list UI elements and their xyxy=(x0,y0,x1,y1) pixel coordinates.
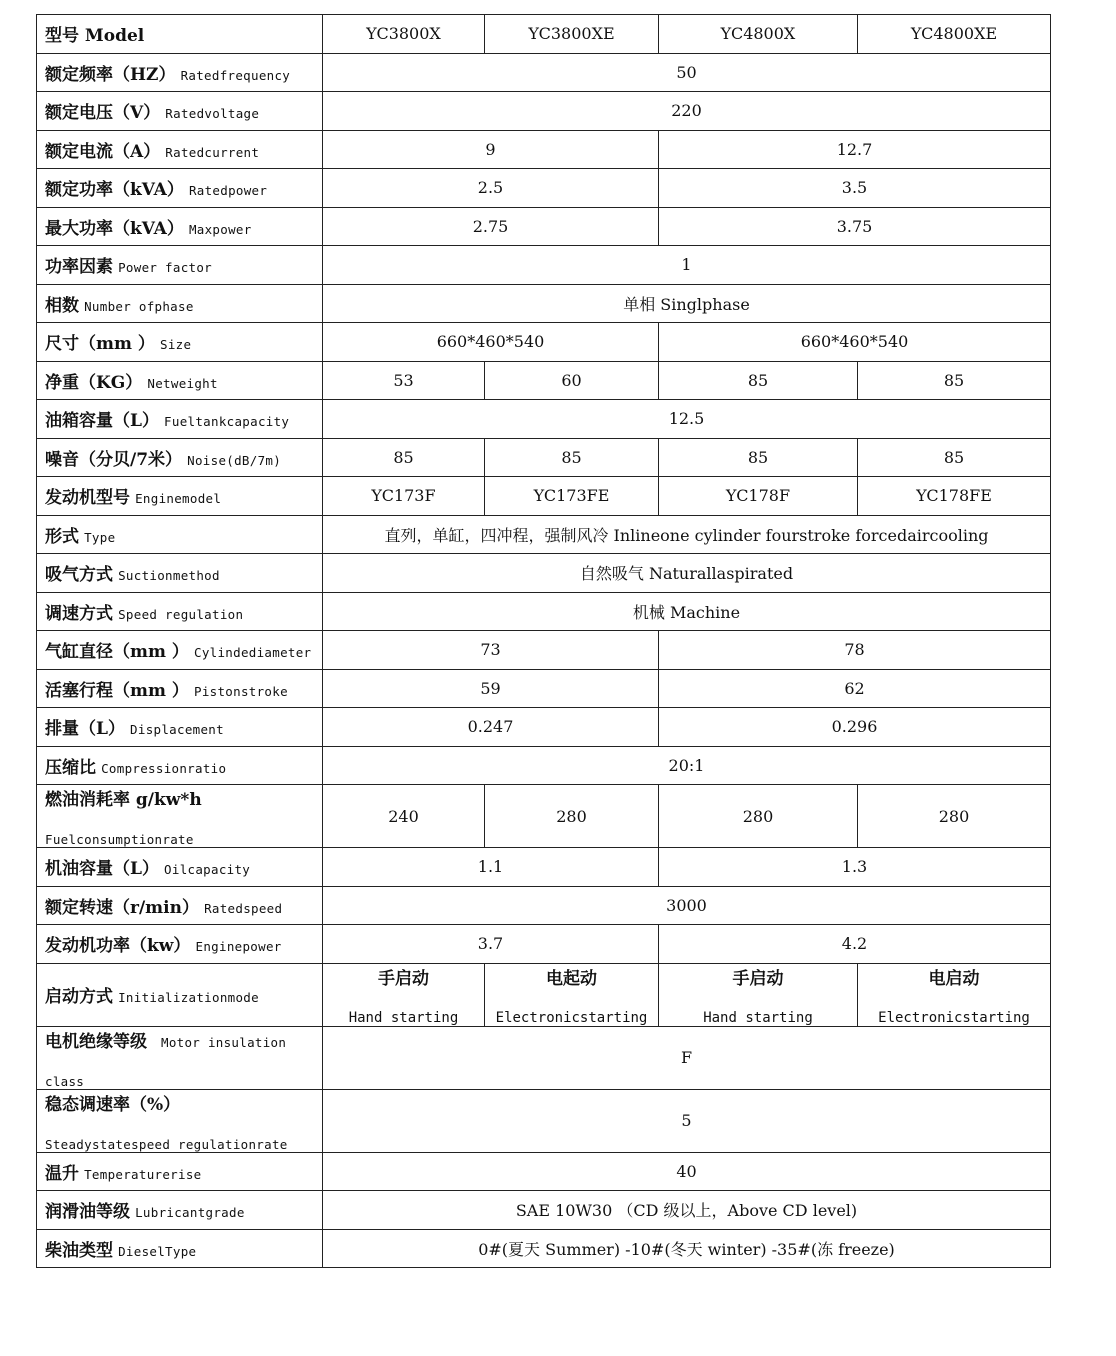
model-name: YC3800X xyxy=(323,15,485,54)
label-zh: 净重（KG） xyxy=(45,372,143,393)
value-cell: 1.1 xyxy=(323,848,659,887)
label-zh: 额定电压（V） xyxy=(45,103,161,124)
table-row xyxy=(37,1191,1051,1230)
label-en: Enginemodel xyxy=(135,491,222,507)
value-cell: 220 xyxy=(323,92,1051,131)
row-label xyxy=(37,438,323,477)
value-cell: 0.247 xyxy=(323,708,659,747)
start-mode-stack xyxy=(866,964,1042,1026)
table-row xyxy=(37,515,1051,554)
label-zh: 启动方式 xyxy=(45,987,113,1007)
row-label xyxy=(37,169,323,208)
row-label xyxy=(37,592,323,631)
label-zh: 噪音（分贝/7米） xyxy=(45,449,183,470)
label-zh: 气缸直径（mm ） xyxy=(45,642,189,663)
value-cell: 62 xyxy=(659,669,1051,708)
table-row xyxy=(37,746,1051,785)
label-en: Steadystatespeed regulationrate xyxy=(45,1136,288,1152)
row-label xyxy=(37,1191,323,1230)
value-cell: 85 xyxy=(485,438,659,477)
table-row xyxy=(37,848,1051,887)
value-cell: SAE 10W30 （CD 级以上，Above CD level) xyxy=(323,1191,1051,1230)
label-zh: 额定功率（kVA） xyxy=(45,180,184,201)
label-zh: 压缩比 xyxy=(45,757,96,778)
value-cell: 0#(夏天 Summer) -10#(冬天 winter) -35#(冻 freeze) xyxy=(323,1229,1051,1268)
label-en: Netweight xyxy=(147,375,218,391)
label-en: Ratedpower xyxy=(188,183,268,199)
table-row xyxy=(37,708,1051,747)
value-cell: YC173FE xyxy=(485,477,659,516)
table-row xyxy=(37,925,1051,964)
label-en: Speed regulation xyxy=(118,606,244,622)
row-label xyxy=(37,53,323,92)
label-en: Type xyxy=(84,529,116,545)
value-cell: 4.2 xyxy=(659,925,1051,964)
value-cell: 0.296 xyxy=(659,708,1051,747)
start-mode-zh: 电启动 xyxy=(928,968,980,989)
value-cell: 机械 Machine xyxy=(323,592,1051,631)
value-cell: 3.7 xyxy=(323,925,659,964)
label-en: DieselType xyxy=(118,1243,197,1259)
label-zh: 额定转速（r/min） xyxy=(45,897,199,918)
row-label xyxy=(37,631,323,670)
value-cell: 85 xyxy=(659,361,858,400)
value-cell: 12.7 xyxy=(659,130,1051,169)
label-en: Power factor xyxy=(118,260,213,276)
table-row xyxy=(37,477,1051,516)
value-cell: F xyxy=(323,1026,1051,1089)
model-name: YC4800X xyxy=(659,15,858,54)
label-en: Ratedcurrent xyxy=(165,144,260,160)
start-mode-stack xyxy=(667,964,849,1026)
value-cell: 3.5 xyxy=(659,169,1051,208)
value-cell: 2.5 xyxy=(323,169,659,208)
label-en: Fuelconsumptionrate xyxy=(45,832,194,847)
row-label xyxy=(37,515,323,554)
value-cell: 85 xyxy=(858,361,1051,400)
label-en: Number ofphase xyxy=(84,298,194,314)
value-cell: 85 xyxy=(858,438,1051,477)
row-label xyxy=(37,1229,323,1268)
label-zh: 润滑油等级 xyxy=(45,1202,130,1223)
table-row xyxy=(37,246,1051,285)
value-cell: 12.5 xyxy=(323,400,1051,439)
value-cell: 3.75 xyxy=(659,207,1051,246)
value-cell: 280 xyxy=(485,785,659,848)
label-zh: 尺寸（mm ） xyxy=(45,334,155,355)
value-cell: YC178F xyxy=(659,477,858,516)
table-row xyxy=(37,284,1051,323)
label-zh: 温升 xyxy=(45,1163,79,1184)
label-stack xyxy=(45,1027,314,1089)
table-row xyxy=(37,631,1051,670)
value-cell: 280 xyxy=(659,785,858,848)
label-en: Ratedvoltage xyxy=(165,106,260,122)
table-row xyxy=(37,53,1051,92)
start-mode-cell xyxy=(659,963,858,1026)
table-row xyxy=(37,169,1051,208)
start-mode-cell xyxy=(323,963,485,1026)
label-zh: 燃油消耗率 g/kw*h xyxy=(45,790,202,810)
row-label xyxy=(37,246,323,285)
label-en: Suctionmethod xyxy=(118,568,220,584)
model-name: YC3800XE xyxy=(485,15,659,54)
table-row xyxy=(37,1152,1051,1191)
row-label xyxy=(37,669,323,708)
label-zh: 活塞行程（mm ） xyxy=(45,680,189,701)
table-row xyxy=(37,592,1051,631)
value-cell: 3000 xyxy=(323,886,1051,925)
value-cell: 1 xyxy=(323,246,1051,285)
table-row xyxy=(37,1026,1051,1089)
label-zh: 形式 xyxy=(45,526,79,547)
label-zh: 调速方式 xyxy=(45,603,113,624)
label-en: Oilcapacity xyxy=(164,862,251,878)
row-label xyxy=(37,746,323,785)
label-line xyxy=(45,1027,314,1052)
label-en: Maxpower xyxy=(188,221,252,237)
row-label xyxy=(37,323,323,362)
table-row xyxy=(37,886,1051,925)
row-label xyxy=(37,886,323,925)
value-cell: 59 xyxy=(323,669,659,708)
label-zh: 最大功率（kVA） xyxy=(45,218,184,239)
header-row xyxy=(37,15,1051,54)
label-zh: 发动机功率（kw） xyxy=(45,936,191,957)
model-label: 型号 Model xyxy=(45,26,145,47)
row-label xyxy=(37,1152,323,1191)
value-cell: 20:1 xyxy=(323,746,1051,785)
label-zh: 相数 xyxy=(45,295,79,316)
label-zh: 电机绝缘等级 xyxy=(45,1031,147,1052)
value-cell: YC173F xyxy=(323,477,485,516)
value-cell: 直列，单缸，四冲程，强制风冷 Inlineone cylinder fourstroke forcedaircooling xyxy=(323,515,1051,554)
label-en: Cylindediameter xyxy=(194,645,312,661)
table-row xyxy=(37,554,1051,593)
value-cell: 2.75 xyxy=(323,207,659,246)
row-label xyxy=(37,284,323,323)
row-label xyxy=(37,554,323,593)
row-label xyxy=(37,92,323,131)
spec-table xyxy=(36,14,1051,1268)
spec-table-body xyxy=(37,15,1051,1268)
value-cell: 1.3 xyxy=(659,848,1051,887)
label-zh: 额定频率（HZ） xyxy=(45,64,176,85)
table-row xyxy=(37,207,1051,246)
row-label xyxy=(37,1089,323,1152)
label-zh: 吸气方式 xyxy=(45,565,113,586)
table-row xyxy=(37,130,1051,169)
value-cell: 5 xyxy=(323,1089,1051,1152)
value-cell: 自然吸气 Naturallaspirated xyxy=(323,554,1051,593)
value-cell: 50 xyxy=(323,53,1051,92)
label-zh: 额定电流（A） xyxy=(45,141,161,162)
value-cell: 78 xyxy=(659,631,1051,670)
value-cell: 660*460*540 xyxy=(659,323,1051,362)
start-mode-cell xyxy=(858,963,1051,1026)
value-cell: 73 xyxy=(323,631,659,670)
value-cell: 280 xyxy=(858,785,1051,848)
start-mode-en: Hand starting xyxy=(703,1009,813,1026)
value-cell: 240 xyxy=(323,785,485,848)
start-mode-cell xyxy=(485,963,659,1026)
row-label xyxy=(37,848,323,887)
table-row xyxy=(37,323,1051,362)
label-zh: 功率因素 xyxy=(45,257,113,278)
label-zh: 排量（L） xyxy=(45,719,125,740)
label-en: Enginepower xyxy=(195,939,282,955)
label-en: Fueltankcapacity xyxy=(164,414,290,430)
label-en: Size xyxy=(160,337,192,353)
label-zh: 机油容量（L） xyxy=(45,859,159,880)
row-label xyxy=(37,207,323,246)
row-label xyxy=(37,400,323,439)
row-label xyxy=(37,1026,323,1089)
label-en: Pistonstroke xyxy=(194,683,288,699)
label-en: Displacement xyxy=(130,722,224,738)
label-zh: 稳态调速率（%） xyxy=(45,1094,181,1115)
label-en: Compressionratio xyxy=(101,760,227,776)
row-label xyxy=(37,963,323,1026)
value-cell: 660*460*540 xyxy=(323,323,659,362)
value-cell: 40 xyxy=(323,1152,1051,1191)
row-label xyxy=(37,785,323,848)
table-row xyxy=(37,785,1051,848)
table-row xyxy=(37,361,1051,400)
start-mode-zh: 电起动 xyxy=(546,968,597,989)
start-mode-en: Electronicstarting xyxy=(495,1009,648,1026)
label-en: Noise(dB/7m) xyxy=(187,452,282,468)
value-cell: 60 xyxy=(485,361,659,400)
value-cell: 单相 Singlphase xyxy=(323,284,1051,323)
row-label xyxy=(37,708,323,747)
row-label xyxy=(37,130,323,169)
row-label xyxy=(37,477,323,516)
label-en: Motor insulation xyxy=(161,1034,287,1050)
value-cell: YC178FE xyxy=(858,477,1051,516)
value-cell: 85 xyxy=(659,438,858,477)
start-mode-stack xyxy=(331,964,476,1026)
label-stack xyxy=(45,785,314,847)
label-en: Ratedspeed xyxy=(204,900,283,916)
row-label xyxy=(37,925,323,964)
label-zh: 油箱容量（L） xyxy=(45,411,159,432)
model-name: YC4800XE xyxy=(858,15,1051,54)
value-cell: 53 xyxy=(323,361,485,400)
value-cell: 9 xyxy=(323,130,659,169)
table-row xyxy=(37,92,1051,131)
label-stack xyxy=(45,1090,314,1152)
start-mode-zh: 手启动 xyxy=(378,968,429,989)
table-row xyxy=(37,400,1051,439)
label-en-cont: class xyxy=(45,1073,85,1089)
label-zh: 发动机型号 xyxy=(45,488,130,509)
model-header xyxy=(37,15,323,54)
start-mode-zh: 手启动 xyxy=(732,968,784,989)
value-cell: 85 xyxy=(323,438,485,477)
label-zh: 柴油类型 xyxy=(45,1240,113,1261)
start-mode-en: Hand starting xyxy=(348,1009,459,1026)
label-en: Initializationmode xyxy=(118,990,259,1005)
table-row xyxy=(37,669,1051,708)
label-en: Temperaturerise xyxy=(84,1166,202,1182)
table-row xyxy=(37,1229,1051,1268)
start-mode-en: Electronicstarting xyxy=(878,1009,1030,1026)
start-mode-stack xyxy=(493,964,650,1026)
table-row xyxy=(37,1089,1051,1152)
label-en: Ratedfrequency xyxy=(180,67,291,83)
row-label xyxy=(37,361,323,400)
table-row xyxy=(37,438,1051,477)
table-row xyxy=(37,963,1051,1026)
label-en: Lubricantgrade xyxy=(135,1205,245,1221)
